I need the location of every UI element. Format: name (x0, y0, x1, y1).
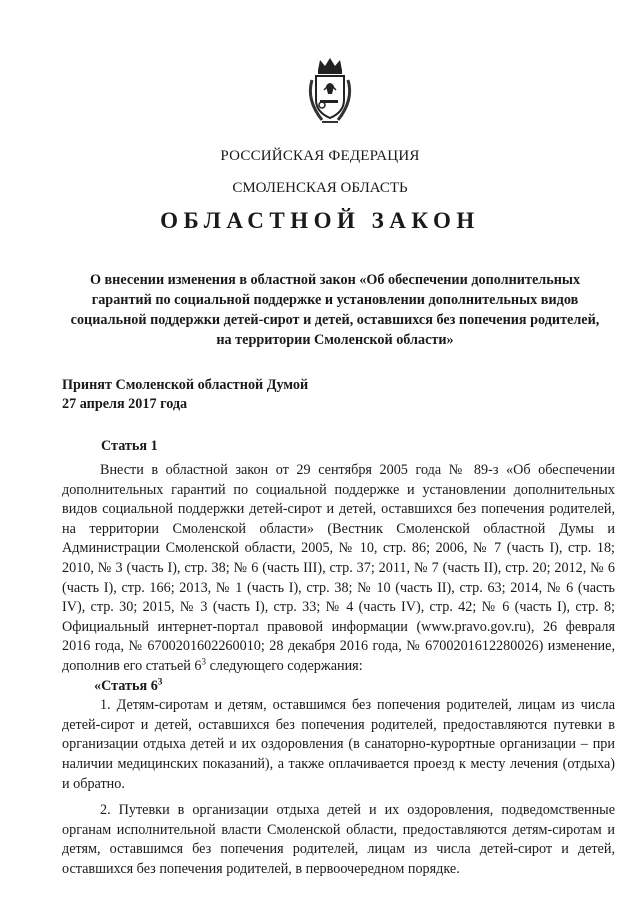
paragraph-1: 1. Детям-сиротам и детям, оставшимся без попечения родителей, лицам из числа детей-сирот и детей, оставшихся без попечения родителей, предоставляются путевки в организации отдыха детей и их оздоровления (в санаторно-курортные организации – при наличии медицинских показаний), а также оплачивается проезд к месту лечения (отдыха) и обратно. (62, 697, 615, 792)
federation-heading: РОССИЙСКАЯ ФЕДЕРАЦИЯ (220, 148, 420, 164)
doc-type-heading: ОБЛАСТНОЙ ЗАКОН (160, 208, 480, 233)
quote-title-text: «Статья 6 (94, 677, 158, 694)
adopted-by: Принят Смоленской областной Думой (62, 377, 309, 393)
article-intro (62, 461, 615, 677)
adopted-date: 27 апреля 2017 года (62, 396, 188, 412)
article-body (62, 461, 615, 879)
intro-text: Внести в областной закон от 29 сентября 2005 года № 89-з «Об обеспечении дополнительных гарантий по социальной поддержке и установлении дополнительных видов социальной поддержки детей-сирот и детей, оставшихся без попечения родителей, на территории Смоленской области» (Вестник Смоленской областной Думы и Администрации Смоленской области, 2005, № 10, стр. 86; 2006, № 7 (часть I), стр. 18; 2010, № 3 (часть I), стр. 38; № 6 (часть III), стр. 37; 2011, № 7 (часть II), стр. 20; 2012, № 6 (часть I), стр. 166; 2013, № 1 (часть I), стр. 38; № 10 (часть II), стр. 63; 2014, № 6 (часть IV), стр. 30; 2015, № 3 (часть I), стр. 33; № 4 (часть IV), стр. 42; № 6 (часть I), стр. 8; Официальный интернет-портал правовой информации (www.pravo.gov.ru), 26 февраля 2016 года, № 6700201602260010; 28 декабря 2016 года, № 6700201612280026) изменение, дополнив его статьей 6 (62, 462, 615, 674)
coat-of-arms-emblem (300, 56, 360, 128)
article-title: Статья 1 (101, 438, 158, 454)
quote-superscript: 3 (157, 675, 163, 686)
region-heading: СМОЛЕНСКАЯ ОБЛАСТЬ (232, 180, 408, 196)
quoted-article-title (62, 677, 615, 697)
intro-superscript: 3 (201, 656, 207, 667)
paragraph-2: 2. Путевки в организации отдыха детей и их оздоровления, подведомственные органам исполнительной власти Смоленской области, предоставляются детям-сиротам и детям, оставшимся без попечения родителей, лицам из числа детей-сирот и детей, оставшихся без попечения родителей, в первоочередном порядке. (62, 802, 615, 877)
intro-tail: следующего содержания: (206, 657, 363, 674)
law-subject-title: О внесении изменения в областной закон «Об обеспечении дополнительных гарантий по социальной поддержке и установлении дополнительных видов социальной поддержки детей-сирот и детей, оставшихся без попечения родителей, на территории Смоленской области» (70, 272, 600, 348)
adoption-info (62, 376, 462, 414)
